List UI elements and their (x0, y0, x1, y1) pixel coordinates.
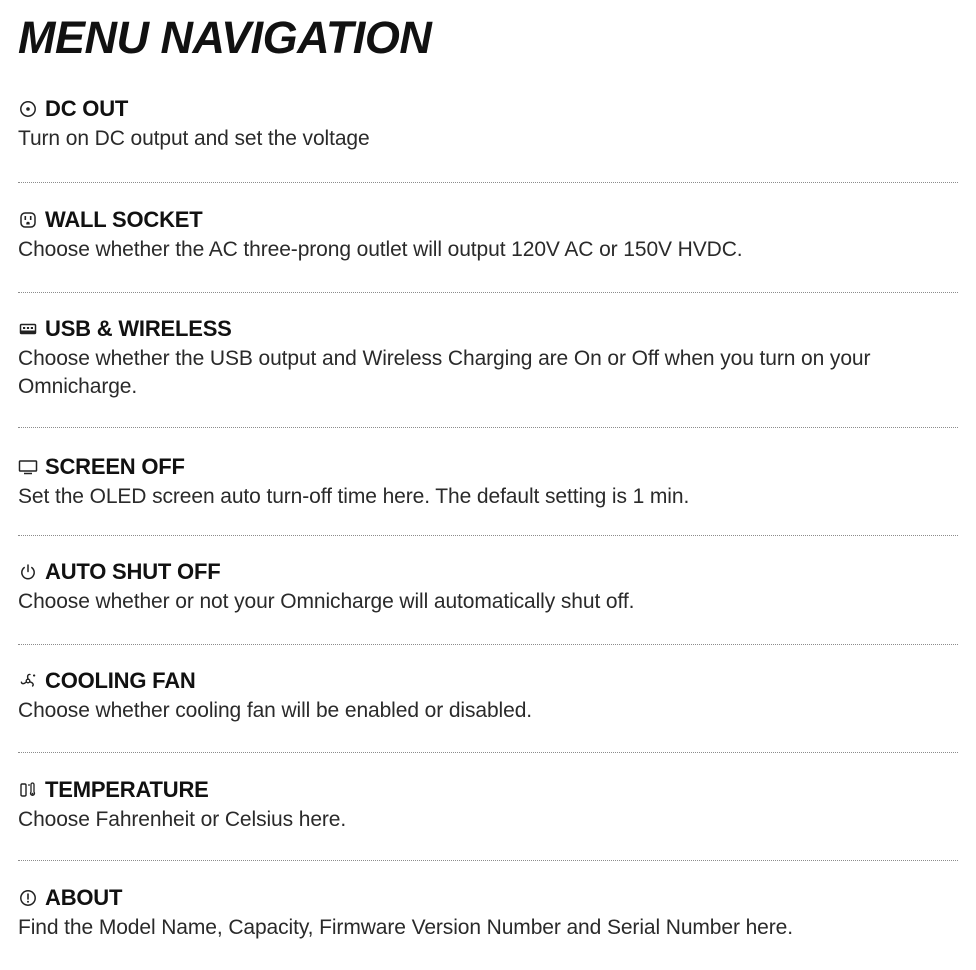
section-description: Find the Model Name, Capacity, Firmware Version Number and Serial Number here. (18, 916, 793, 939)
section-header (18, 558, 958, 586)
section-description: Set the OLED screen auto turn-off time here. The default setting is 1 min. (18, 485, 690, 508)
section-usb-wireless (18, 315, 958, 401)
fan-icon (18, 671, 38, 691)
section-description: Turn on DC output and set the voltage (18, 127, 370, 150)
divider (18, 182, 958, 183)
section-description: Choose Fahrenheit or Celsius here. (18, 808, 347, 831)
section-title: ABOUT (45, 885, 123, 910)
section-header (18, 884, 958, 912)
section-wall-socket (18, 206, 958, 264)
usb-icon (18, 319, 38, 339)
section-title: TEMPERATURE (45, 777, 209, 802)
section-title: AUTO SHUT OFF (45, 559, 221, 584)
section-header (18, 667, 958, 695)
section-cooling-fan (18, 667, 958, 725)
section-title: SCREEN OFF (45, 454, 185, 479)
section-dc-out (18, 95, 958, 153)
circle-dot-icon (18, 99, 38, 119)
section-header (18, 453, 958, 481)
section-title: DC OUT (45, 96, 129, 121)
section-header (18, 206, 958, 234)
section-temperature (18, 776, 958, 834)
divider (18, 644, 958, 645)
section-header (18, 776, 958, 804)
section-header (18, 315, 958, 343)
section-title: WALL SOCKET (45, 207, 203, 232)
section-description: Choose whether the USB output and Wireless Charging are On or Off when you turn on your Omnicharge. (18, 347, 871, 398)
section-screen-off (18, 453, 958, 511)
monitor-icon (18, 457, 38, 477)
divider (18, 292, 958, 293)
section-title: USB & WIRELESS (45, 316, 232, 341)
thermometer-icon (18, 780, 38, 800)
wall-outlet-icon (18, 210, 38, 230)
divider (18, 752, 958, 753)
info-circle-icon (18, 888, 38, 908)
section-description: Choose whether cooling fan will be enabled or disabled. (18, 699, 533, 722)
power-icon (18, 562, 38, 582)
section-title: COOLING FAN (45, 668, 196, 693)
divider (18, 427, 958, 428)
section-auto-shut-off (18, 558, 958, 616)
section-about (18, 884, 958, 942)
section-header (18, 95, 958, 123)
section-description: Choose whether the AC three-prong outlet will output 120V AC or 150V HVDC. (18, 238, 743, 261)
page-title: MENU NAVIGATION (18, 12, 432, 63)
section-description: Choose whether or not your Omnicharge will automatically shut off. (18, 590, 635, 613)
divider (18, 535, 958, 536)
divider (18, 860, 958, 861)
